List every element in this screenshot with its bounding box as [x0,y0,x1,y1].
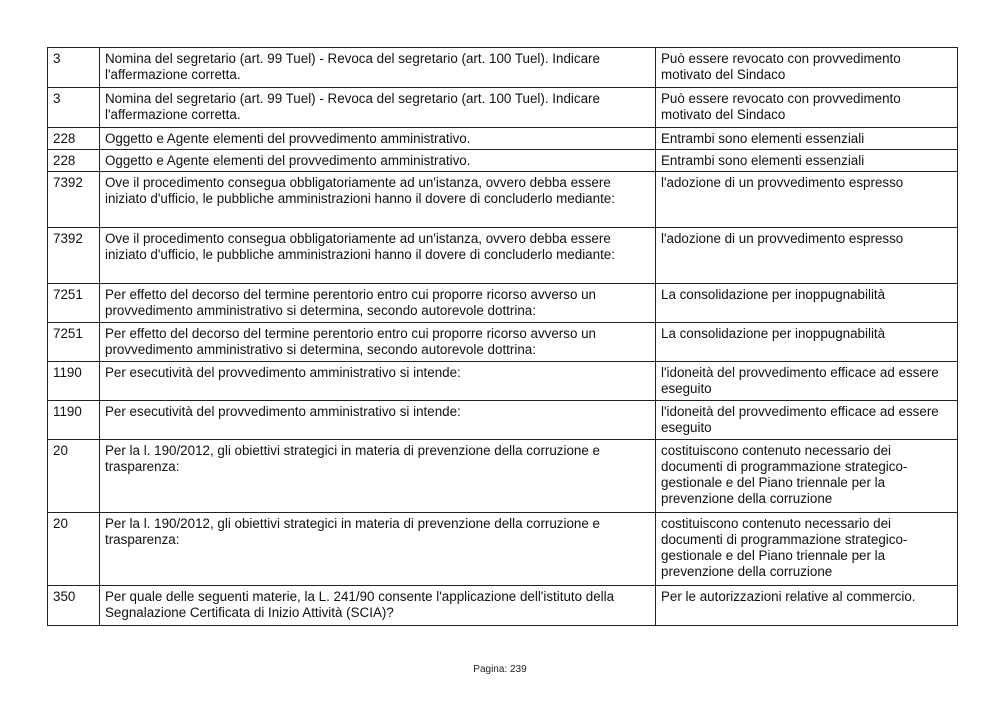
table-row [48,513,958,586]
answer-text: Può essere revocato con provvedimento motivato del Sindaco [656,48,958,88]
table-row [48,172,958,228]
answer-text: Entrambi sono elementi essenziali [656,128,958,150]
table-row [48,586,958,626]
answer-text: Può essere revocato con provvedimento motivato del Sindaco [656,88,958,128]
question-text: Oggetto e Agente elementi del provvedimento amministrativo. [100,128,656,150]
question-number: 1190 [48,401,100,440]
question-number: 3 [48,88,100,128]
table-row [48,150,958,172]
answer-text: La consolidazione per inoppugnabilità [656,323,958,362]
answer-text: l'idoneità del provvedimento efficace ad essere eseguito [656,362,958,401]
question-text: Per esecutività del provvedimento amministrativo si intende: [100,362,656,401]
question-text: Per la l. 190/2012, gli obiettivi strategici in materia di prevenzione della corruzione e trasparenza: [100,440,656,513]
question-text: Per effetto del decorso del termine perentorio entro cui proporre ricorso avverso un provvedimento amministrativo si determina, secondo autorevole dottrina: [100,284,656,323]
question-number: 350 [48,586,100,626]
question-text: Oggetto e Agente elementi del provvedimento amministrativo. [100,150,656,172]
question-text: Nomina del segretario (art. 99 Tuel) - Revoca del segretario (art. 100 Tuel). Indicare l'affermazione corretta. [100,48,656,88]
question-text: Per la l. 190/2012, gli obiettivi strategici in materia di prevenzione della corruzione e trasparenza: [100,513,656,586]
question-number: 20 [48,440,100,513]
question-number: 228 [48,150,100,172]
question-text: Ove il procedimento consegua obbligatoriamente ad un'istanza, ovvero debba essere iniziato d'ufficio, le pubbliche amministrazioni hanno il dovere di concluderlo mediante: [100,228,656,284]
table-row [48,440,958,513]
table-row [48,401,958,440]
question-number: 7392 [48,228,100,284]
question-text: Per esecutività del provvedimento amministrativo si intende: [100,401,656,440]
question-text: Per effetto del decorso del termine perentorio entro cui proporre ricorso avverso un provvedimento amministrativo si determina, secondo autorevole dottrina: [100,323,656,362]
quiz-table [47,47,958,626]
answer-text: La consolidazione per inoppugnabilità [656,284,958,323]
question-number: 3 [48,48,100,88]
table-row [48,48,958,88]
page-number: Pagina: 239 [473,664,527,675]
table-row [48,323,958,362]
question-number: 7392 [48,172,100,228]
question-text: Ove il procedimento consegua obbligatoriamente ad un'istanza, ovvero debba essere iniziato d'ufficio, le pubbliche amministrazioni hanno il dovere di concluderlo mediante: [100,172,656,228]
table-row [48,128,958,150]
table-row [48,362,958,401]
question-text: Nomina del segretario (art. 99 Tuel) - Revoca del segretario (art. 100 Tuel). Indicare l'affermazione corretta. [100,88,656,128]
question-number: 7251 [48,323,100,362]
answer-text: l'adozione di un provvedimento espresso [656,228,958,284]
question-number: 1190 [48,362,100,401]
answer-text: Per le autorizzazioni relative al commercio. [656,586,958,626]
answer-text: costituiscono contenuto necessario dei documenti di programmazione strategico-gestionale e del Piano triennale per la prevenzione della corruzione [656,513,958,586]
answer-text: costituiscono contenuto necessario dei documenti di programmazione strategico-gestionale e del Piano triennale per la prevenzione della corruzione [656,440,958,513]
question-number: 7251 [48,284,100,323]
answer-text: Entrambi sono elementi essenziali [656,150,958,172]
answer-text: l'idoneità del provvedimento efficace ad essere eseguito [656,401,958,440]
question-number: 20 [48,513,100,586]
table-row [48,88,958,128]
question-number: 228 [48,128,100,150]
question-text: Per quale delle seguenti materie, la L. 241/90 consente l'applicazione dell'istituto della Segnalazione Certificata di Inizio Attività (SCIA)? [100,586,656,626]
table-row [48,284,958,323]
table-row [48,228,958,284]
answer-text: l'adozione di un provvedimento espresso [656,172,958,228]
